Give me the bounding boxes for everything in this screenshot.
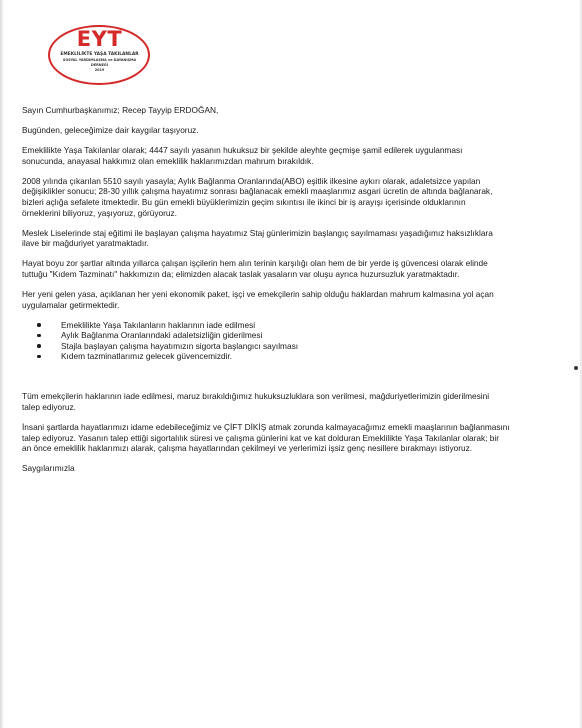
scan-shadow-left bbox=[0, 0, 4, 728]
paragraph-line: Emeklilikte Yaşa Takılanlar olarak; 4447 sayılı yasanın hukuksuz bir şekilde aleyhte geçmişe şamil edilerek uygulanması bbox=[22, 145, 463, 156]
demand-text: Aylık Bağlanma Oranlarındaki adaletsizliğin giderilmesi bbox=[61, 330, 263, 341]
paragraph-line: talep ediyoruz. bbox=[22, 402, 76, 413]
logo-name-line: SOSYAL YARDIMLAŞMA ve DAYANIŞMA bbox=[62, 58, 137, 62]
letter-body bbox=[22, 105, 562, 474]
paragraph-line: değişiklikler sonucu; 28-30 yıllık çalışma hayatımız sonrası bağlanacak emekli maaşlarımız asgari ücretin de altında bağlanarak, bbox=[22, 186, 493, 197]
letter-paragraph bbox=[22, 391, 562, 412]
logo-acronym: EYT bbox=[76, 27, 123, 51]
letter-paragraph bbox=[22, 145, 562, 166]
paragraph-line: sonucunda, anayasal hakkımız olan emeklilik haklarımızdan mahrum bırakıldık. bbox=[22, 155, 314, 166]
demand-text: Stajla başlayan çalışma hayatımızın sigorta başlangıcı sayılması bbox=[61, 340, 299, 351]
letter-paragraph bbox=[22, 258, 562, 279]
logo-name-line: EMEKLİLİKTE YAŞA TAKILANLAR bbox=[60, 52, 139, 57]
paragraph-line: bizleri açlığa sefalete itmektedir. Bu gün emekli büyüklerimizin geçim sıkıntısı ile ikinci bir iş arayışı içerisinde olduklarının bbox=[22, 197, 466, 208]
list-item bbox=[22, 351, 562, 361]
list-item bbox=[22, 341, 562, 351]
list-item bbox=[22, 330, 562, 340]
paragraph-line: tuttuğu "Kıdem Tazminatı" hakkımızın da; elimizden alacak taslak yasaların var oluşu ayrıca huzursuzluk yaratmaktadır. bbox=[22, 269, 460, 280]
paragraph-line: 2008 yılında çıkarılan 5510 sayılı yasayla; Aylık Bağlanma Oranlarında(ABO) eşitlik ilkesine aykırı olarak, adaletsizce yapılan bbox=[22, 175, 481, 186]
association-logo bbox=[48, 25, 152, 85]
demands-list bbox=[22, 320, 562, 362]
letter-requests bbox=[22, 391, 562, 453]
bullet-icon bbox=[37, 334, 41, 338]
paragraph-line: Tüm emekçilerin haklarının iade edilmesi, maruz bırakıldığımız hukuksuzluklara son verilmesi, mağduriyetlerimizin giderilmesini bbox=[22, 391, 490, 402]
letter-paragraph bbox=[22, 228, 562, 249]
list-item bbox=[22, 320, 562, 330]
paragraph-line: ilave bir mağduriyet yaratmaktadır. bbox=[22, 238, 149, 249]
paragraph-line: Bugünden, geleceğimize dair kaygılar taşıyoruz. bbox=[22, 125, 199, 136]
letter-closing: Saygılarımızla bbox=[22, 463, 75, 474]
letter-paragraph bbox=[22, 176, 562, 218]
paragraph-line: uygulamalar getirmektedir. bbox=[22, 299, 120, 310]
letter-paragraph bbox=[22, 289, 562, 310]
letter-paragraph bbox=[22, 125, 562, 136]
paragraph-line: talep ediyoruz. Yasanın talep ettiği sigortalılık süresi ve çalışma günlerini kat ve kat dolduran Emeklilikte Yaşa Takılanlar olarak; bir bbox=[22, 432, 500, 443]
bullet-icon bbox=[37, 355, 41, 359]
paragraph-line: Hayat boyu zor şartlar altında yıllarca çalışan işçilerin hem alın terinin karşılığı olan hem de bir yerde iş güvencesi olarak elinde bbox=[22, 258, 488, 269]
letter-paragraph bbox=[22, 422, 562, 454]
logo-year: 2019 bbox=[94, 68, 105, 72]
scan-speck bbox=[574, 366, 578, 370]
letter-paragraphs bbox=[22, 125, 562, 310]
bullet-icon bbox=[37, 323, 41, 327]
demand-text: Emeklilikte Yaşa Takılanların haklarının iade edilmesi bbox=[61, 319, 256, 330]
logo-name-line: DERNEĞİ bbox=[91, 63, 108, 67]
paragraph-line: örneklerini biliyoruz, yaşıyoruz, görüyoruz. bbox=[22, 207, 177, 218]
bullet-icon bbox=[37, 344, 41, 348]
demand-text: Kıdem tazminatlarımız gelecek güvencemizdir. bbox=[61, 351, 233, 362]
letter-greeting: Sayın Cumhurbaşkanımız; Recep Tayyip ERDOĞAN, bbox=[22, 105, 219, 115]
paragraph-line: Her yeni gelen yasa, açıklanan her yeni ekonomik paket, işçi ve emekçilerin sahip olduğu haklardan mahrum kalmasına yol açan bbox=[22, 289, 494, 300]
paragraph-line: Meslek Liselerinde staj eğitimi ile başlayan çalışma hayatımız Staj günlerimizin başlangıç sayılmaması yaşadığımız haksızlıklara bbox=[22, 227, 493, 238]
paragraph-line: an önce emeklilik haklarımızı alarak, çalışma hayatlarından çekilmeyi ve yerlerimizi işsiz genç nesillere bırakmayı istiyoruz. bbox=[22, 443, 473, 454]
paragraph-line: İnsani şartlarda hayatlarımızı idame edebileceğimiz ve ÇİFT DİKİŞ atmak zorunda kalmayacağımız emekli maaşlarının bağlanmasını bbox=[22, 422, 510, 433]
